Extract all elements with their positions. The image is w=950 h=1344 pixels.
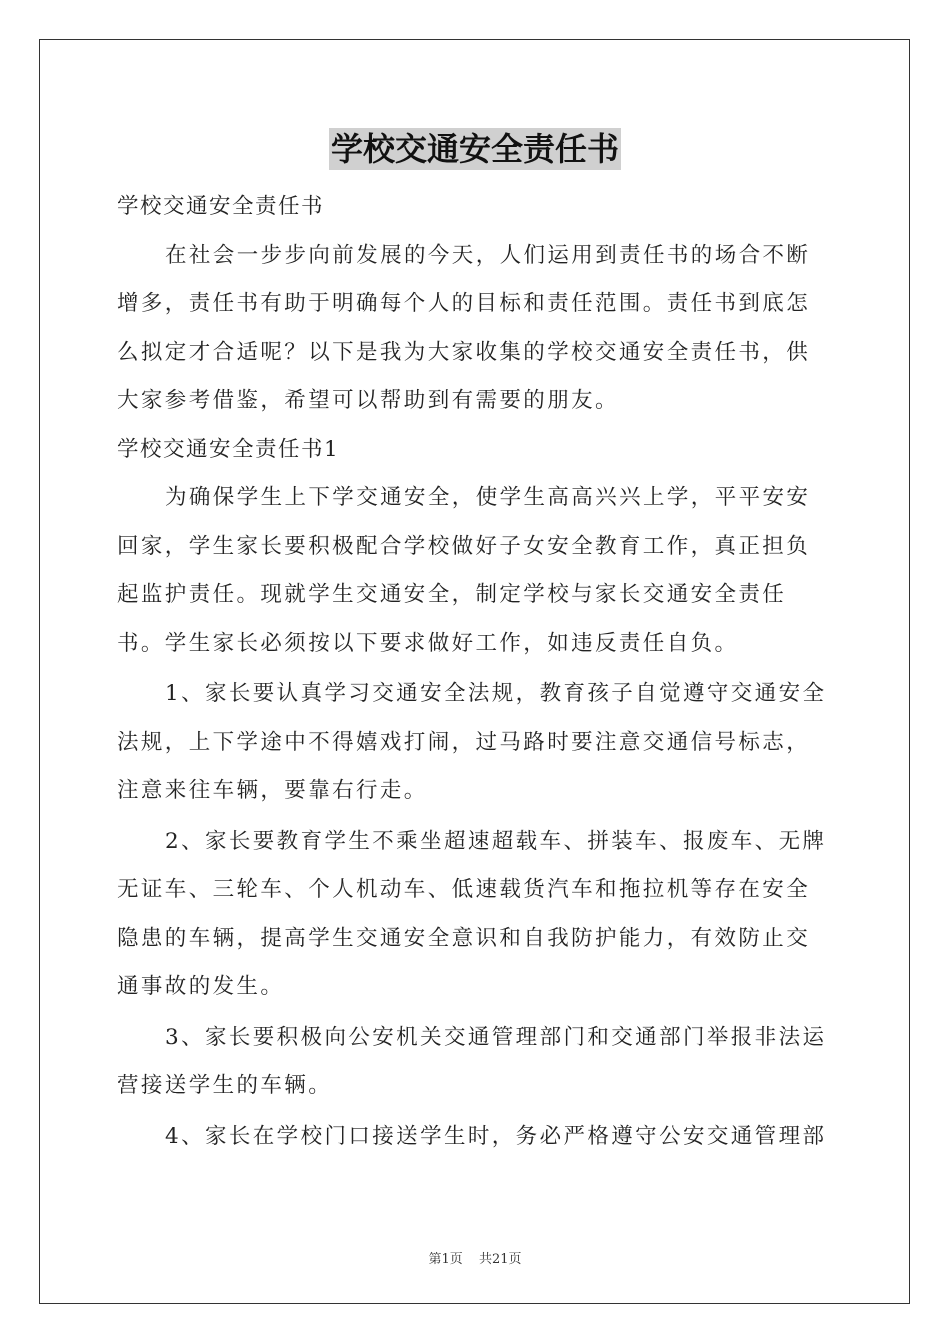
page-number: 第1页	[428, 1252, 463, 1267]
document-title: 学校交通安全责任书	[330, 130, 619, 168]
title-wrap	[0, 128, 950, 170]
list-item: 1、家长要认真学习交通安全法规，教育孩子自觉遵守交通安全法规，上下学途中不得嬉戏打闹，过马路时要注意交通信号标志，注意来往车辆，要靠右行走。	[117, 681, 827, 803]
section-intro-paragraph: 为确保学生上下学交通安全，使学生高高兴兴上学，平平安安回家，学生家长要积极配合学校做好子女安全教育工作，真正担负起监护责任。现就学生交通安全，制定学校与家长交通安全责任书。学生家长必须按以下要求做好工作，如违反责任自负。	[117, 485, 811, 656]
page-total: 共21页	[478, 1252, 522, 1267]
document-body	[117, 183, 833, 1161]
list-item: 3、家长要积极向公安机关交通管理部门和交通部门举报非法运营接送学生的车辆。	[117, 1024, 827, 1098]
list-item: 2、家长要教育学生不乘坐超速超载车、拼装车、报废车、无牌无证车、三轮车、个人机动车、低速载货汽车和拖拉机等存在安全隐患的车辆，提高学生交通安全意识和自我防护能力，有效防止交通事故的发生。	[117, 828, 827, 999]
section-heading: 学校交通安全责任书1	[117, 436, 340, 462]
intro-paragraph: 在社会一步步向前发展的今天，人们运用到责任书的场合不断增多，责任书有助于明确每个人的目标和责任范围。责任书到底怎么拟定才合适呢？以下是我为大家收集的学校交通安全责任书，供大家参考借鉴，希望可以帮助到有需要的朋友。	[117, 242, 811, 413]
page-footer	[0, 1248, 950, 1267]
document-subtitle: 学校交通安全责任书	[117, 194, 325, 219]
list-item: 4、家长在学校门口接送学生时，务必严格遵守公安交通管理部	[165, 1123, 827, 1149]
